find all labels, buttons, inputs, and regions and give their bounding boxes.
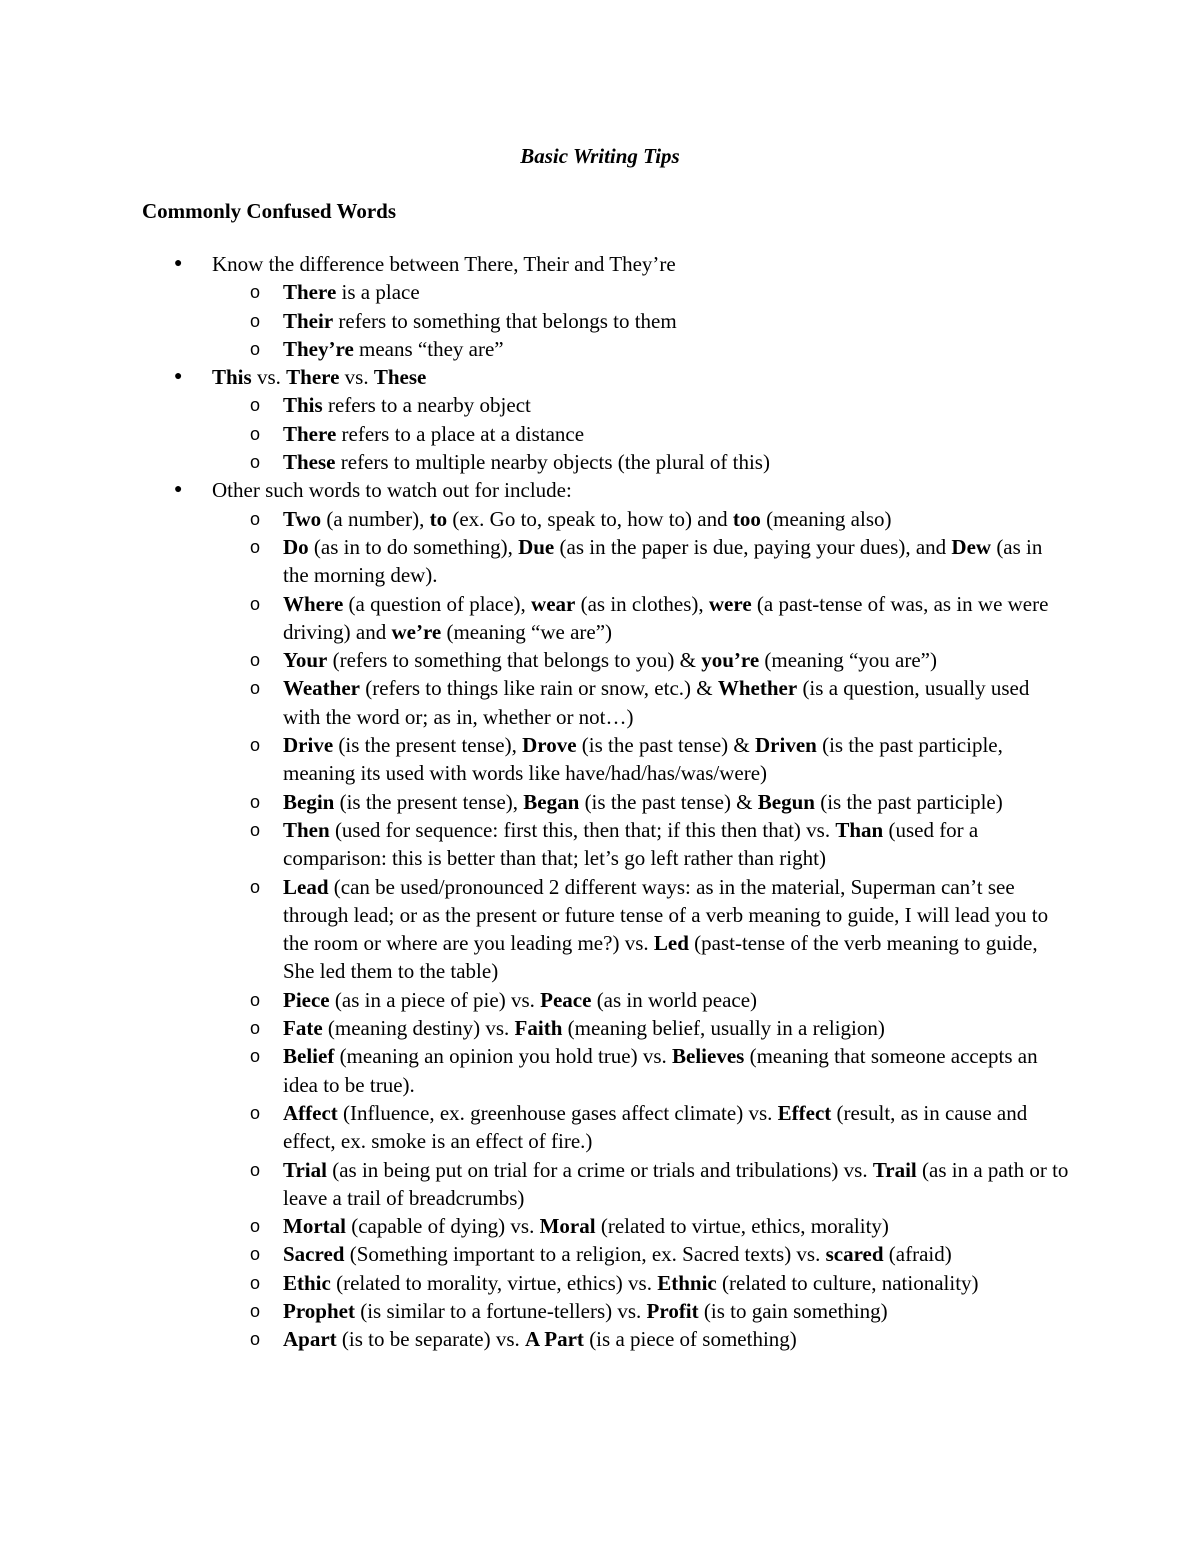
circle-bullet-icon: o — [250, 735, 261, 756]
term-bold: There — [283, 421, 337, 446]
term-bold: Sacred — [283, 1242, 345, 1267]
sub-item — [0, 1156, 1200, 1213]
circle-bullet-icon: o — [250, 819, 261, 840]
sub-item — [0, 731, 1200, 788]
term-bold: Than — [835, 817, 884, 842]
text-segment: refers to a nearby object — [322, 393, 531, 418]
term-bold: This — [283, 393, 323, 418]
term-bold: scared — [825, 1242, 884, 1267]
bullet-dot-icon: ● — [174, 482, 183, 498]
document-title: Basic Writing Tips — [520, 144, 680, 168]
text-segment: refers to multiple nearby objects (the plural of this) — [335, 450, 770, 475]
bullet-item — [0, 476, 1200, 504]
bullet-text — [212, 365, 426, 389]
term-bold: Driven — [755, 733, 817, 758]
term-bold: Where — [283, 591, 344, 616]
sub-item — [0, 448, 1200, 476]
text-segment: (meaning that someone accepts an idea to be true). — [283, 1044, 1038, 1097]
sub-item — [0, 646, 1200, 674]
circle-bullet-icon: o — [250, 536, 261, 557]
term-bold: Profit — [646, 1298, 699, 1323]
sub-item-text — [283, 393, 531, 417]
sub-item — [0, 1042, 1200, 1099]
text-segment: (meaning destiny) vs. — [322, 1016, 515, 1041]
term-bold: These — [283, 450, 336, 475]
sub-item-text — [283, 648, 937, 672]
sub-item — [0, 1212, 1200, 1240]
sub-item — [0, 1014, 1200, 1042]
circle-bullet-icon: o — [250, 1102, 261, 1123]
sub-item-text — [283, 535, 1042, 587]
term-bold: Believes — [672, 1044, 745, 1069]
text-segment: (is the past tense) & — [579, 789, 758, 814]
term-bold: we’re — [391, 619, 442, 644]
circle-bullet-icon: o — [250, 1159, 261, 1180]
sub-item — [0, 788, 1200, 816]
bullet-text — [212, 252, 676, 276]
text-segment: refers to a place at a distance — [336, 421, 585, 446]
sub-item — [0, 873, 1200, 986]
sub-item — [0, 278, 1200, 306]
text-segment: (capable of dying) vs. — [345, 1214, 540, 1239]
text-segment: (used for a comparison: this is better than that; let’s go left rather than right) — [283, 817, 979, 871]
term-bold: Their — [283, 308, 334, 333]
text-segment: (is to be separate) vs. — [336, 1327, 526, 1352]
circle-bullet-icon: o — [250, 650, 261, 671]
term-bold: Effect — [777, 1100, 832, 1125]
sub-item-text — [283, 875, 1048, 984]
term-bold: Whether — [717, 676, 798, 701]
sub-item — [0, 674, 1200, 731]
text-segment: (meaning an opinion you hold true) vs. — [334, 1044, 673, 1069]
text-segment: Other such words to watch out for include: — [212, 478, 572, 503]
sub-item-text — [283, 1016, 885, 1040]
sub-item — [0, 1240, 1200, 1268]
circle-bullet-icon: o — [250, 338, 261, 359]
text-segment: (is the past participle) — [814, 789, 1003, 814]
text-segment: (past-tense of the verb meaning to guide, She led them to the table) — [283, 931, 1038, 984]
term-bold: Peace — [540, 987, 592, 1012]
sub-item-text — [283, 1044, 1038, 1096]
circle-bullet-icon: o — [250, 508, 261, 529]
text-segment: (can be used/pronounced 2 different ways: as in the material, Superman can’t see through lead; or as the present or future tense of a verb meaning to guide, I will lead you to the room or where are you leading me?) vs. — [283, 874, 1049, 956]
sub-item — [0, 1297, 1200, 1325]
term-bold: Then — [283, 817, 330, 842]
text-segment: (refers to something that belongs to you) & — [327, 648, 702, 673]
circle-bullet-icon: o — [250, 1046, 261, 1067]
circle-bullet-icon: o — [250, 1300, 261, 1321]
circle-bullet-icon: o — [250, 452, 261, 473]
text-segment: Know the difference between There, Their and They’re — [212, 252, 676, 276]
circle-bullet-icon: o — [250, 593, 261, 614]
sub-item-text — [283, 450, 770, 474]
text-segment: (as in a path or to leave a trail of breadcrumbs) — [283, 1157, 1069, 1210]
sub-item — [0, 533, 1200, 590]
term-bold: Faith — [514, 1016, 563, 1041]
text-segment: (meaning belief, usually in a religion) — [562, 1016, 885, 1041]
term-bold: Affect — [283, 1100, 338, 1125]
text-segment: (related to virtue, ethics, morality) — [595, 1214, 889, 1239]
sub-item — [0, 1269, 1200, 1297]
term-bold: Led — [653, 931, 689, 956]
text-segment: (is the present tense), — [334, 789, 524, 814]
sub-item-text — [283, 1158, 1068, 1210]
bullet-item — [0, 363, 1200, 391]
term-bold: Apart — [283, 1327, 337, 1352]
sub-item — [0, 1099, 1200, 1156]
sub-item-text — [283, 280, 420, 304]
sub-item-text — [283, 337, 504, 361]
circle-bullet-icon: o — [250, 1272, 261, 1293]
text-segment: (as in the paper is due, paying your dues), and — [554, 534, 952, 559]
term-bold: Begun — [757, 789, 815, 814]
term-bold: to — [429, 506, 448, 531]
text-segment: (as in a piece of pie) vs. — [329, 987, 541, 1012]
text-segment: (is a piece of something) — [583, 1327, 797, 1352]
text-segment: (is similar to a fortune-tellers) vs. — [354, 1298, 647, 1323]
term-bold: These — [373, 365, 427, 390]
term-bold: Fate — [283, 1016, 323, 1041]
text-segment: (related to morality, virtue, ethics) vs. — [330, 1270, 658, 1295]
bullet-item — [0, 250, 1200, 278]
term-bold: Began — [523, 789, 580, 814]
sub-item-text — [283, 676, 1029, 728]
text-segment: (is the past tense) & — [576, 733, 756, 758]
text-segment: (as in the morning dew). — [283, 534, 1043, 588]
sub-item-text — [283, 309, 677, 333]
circle-bullet-icon: o — [250, 310, 261, 331]
term-bold: Piece — [283, 987, 330, 1012]
text-segment: (Something important to a religion, ex. Sacred texts) vs. — [344, 1242, 826, 1267]
sub-item-text — [283, 1214, 889, 1238]
bullet-dot-icon: ● — [174, 256, 183, 271]
circle-bullet-icon: o — [250, 423, 261, 444]
term-bold: Lead — [283, 874, 329, 899]
sub-item-text — [283, 1299, 888, 1323]
text-segment: (is the present tense), — [333, 733, 523, 758]
sub-item-text — [283, 1242, 952, 1266]
text-segment: vs. — [251, 365, 287, 390]
term-bold: Prophet — [283, 1298, 355, 1323]
circle-bullet-icon: o — [250, 395, 261, 416]
term-bold: A Part — [525, 1327, 584, 1352]
term-bold: Weather — [283, 676, 360, 701]
circle-bullet-icon: o — [250, 1329, 261, 1350]
term-bold: Due — [518, 534, 555, 559]
term-bold: This — [212, 365, 252, 390]
text-segment: (is a question, usually used with the word or; as in, whether or not…) — [283, 676, 1030, 729]
circle-bullet-icon: o — [250, 876, 261, 897]
text-segment: (afraid) — [883, 1242, 952, 1267]
sub-item-text — [283, 818, 978, 870]
term-bold: too — [732, 506, 761, 531]
term-bold: There — [286, 365, 340, 390]
text-segment: (Influence, ex. greenhouse gases affect climate) vs. — [337, 1100, 778, 1125]
circle-bullet-icon: o — [250, 1018, 261, 1039]
text-segment: means “they are” — [353, 336, 504, 361]
text-segment: (a question of place), — [343, 591, 532, 616]
sub-item-text — [283, 988, 757, 1012]
term-bold: Trail — [872, 1157, 917, 1182]
text-segment: (as in clothes), — [575, 591, 709, 616]
term-bold: Moral — [539, 1214, 596, 1239]
sub-item-text — [283, 733, 1003, 785]
circle-bullet-icon: o — [250, 1244, 261, 1265]
text-segment: (related to culture, nationality) — [716, 1270, 979, 1295]
term-bold: There — [283, 280, 337, 305]
term-bold: Your — [283, 648, 328, 673]
sub-item — [0, 307, 1200, 335]
circle-bullet-icon: o — [250, 678, 261, 699]
term-bold: Two — [283, 506, 322, 531]
circle-bullet-icon: o — [250, 282, 261, 303]
term-bold: Do — [283, 534, 309, 559]
circle-bullet-icon: o — [250, 989, 261, 1010]
text-segment: vs. — [339, 365, 374, 390]
sub-item — [0, 335, 1200, 363]
text-segment: (refers to things like rain or snow, etc.) & — [359, 676, 718, 701]
term-bold: Drove — [522, 733, 577, 758]
text-segment: (is to gain something) — [698, 1298, 888, 1323]
text-segment: (is the past participle, meaning its used with words like have/had/has/was/were) — [283, 733, 1003, 786]
sub-item — [0, 986, 1200, 1014]
text-segment: (ex. Go to, speak to, how to) and — [447, 506, 733, 531]
text-segment: (a past-tense of was, as in we were driving) and — [283, 591, 1049, 644]
text-segment: (used for sequence: first this, then that; if this then that) vs. — [329, 817, 836, 842]
sub-item-text — [283, 1271, 979, 1295]
section-heading: Commonly Confused Words — [142, 199, 396, 223]
term-bold: Dew — [951, 534, 992, 559]
sub-item-text — [283, 1101, 1027, 1153]
sub-item — [0, 590, 1200, 647]
term-bold: wear — [531, 591, 576, 616]
text-segment: refers to something that belongs to them — [333, 308, 677, 333]
circle-bullet-icon: o — [250, 1216, 261, 1237]
sub-item-text — [283, 507, 892, 531]
text-segment: (result, as in cause and effect, ex. smoke is an effect of fire.) — [283, 1100, 1028, 1154]
term-bold: you’re — [701, 648, 760, 673]
sub-item — [0, 816, 1200, 873]
text-segment: (a number), — [321, 506, 430, 531]
text-segment: (as in being put on trial for a crime or trials and tribulations) vs. — [326, 1157, 873, 1182]
sub-item — [0, 420, 1200, 448]
confused-words-list — [0, 250, 1200, 1354]
term-bold: Mortal — [283, 1214, 346, 1239]
term-bold: Ethnic — [657, 1270, 717, 1295]
text-segment: (as in to do something), — [308, 534, 519, 559]
term-bold: were — [708, 591, 752, 616]
term-bold: Begin — [283, 789, 335, 814]
sub-item-text — [283, 422, 584, 446]
text-segment: (as in world peace) — [591, 987, 758, 1012]
sub-item-text — [283, 790, 1003, 814]
term-bold: Drive — [283, 733, 334, 758]
text-segment: (meaning “you are”) — [759, 648, 937, 673]
sub-item — [0, 505, 1200, 533]
sub-item — [0, 391, 1200, 419]
term-bold: They’re — [283, 336, 354, 361]
text-segment: (meaning “we are”) — [441, 619, 613, 644]
term-bold: Trial — [283, 1157, 327, 1182]
circle-bullet-icon: o — [250, 791, 261, 812]
bullet-text — [212, 478, 572, 502]
text-segment: is a place — [336, 280, 420, 305]
text-segment: (meaning also) — [760, 506, 892, 531]
sub-item — [0, 1325, 1200, 1353]
bullet-dot-icon: ● — [174, 369, 183, 385]
term-bold: Belief — [283, 1044, 335, 1069]
sub-item-text — [283, 1327, 797, 1351]
term-bold: Ethic — [283, 1270, 331, 1295]
sub-item-text — [283, 592, 1048, 644]
